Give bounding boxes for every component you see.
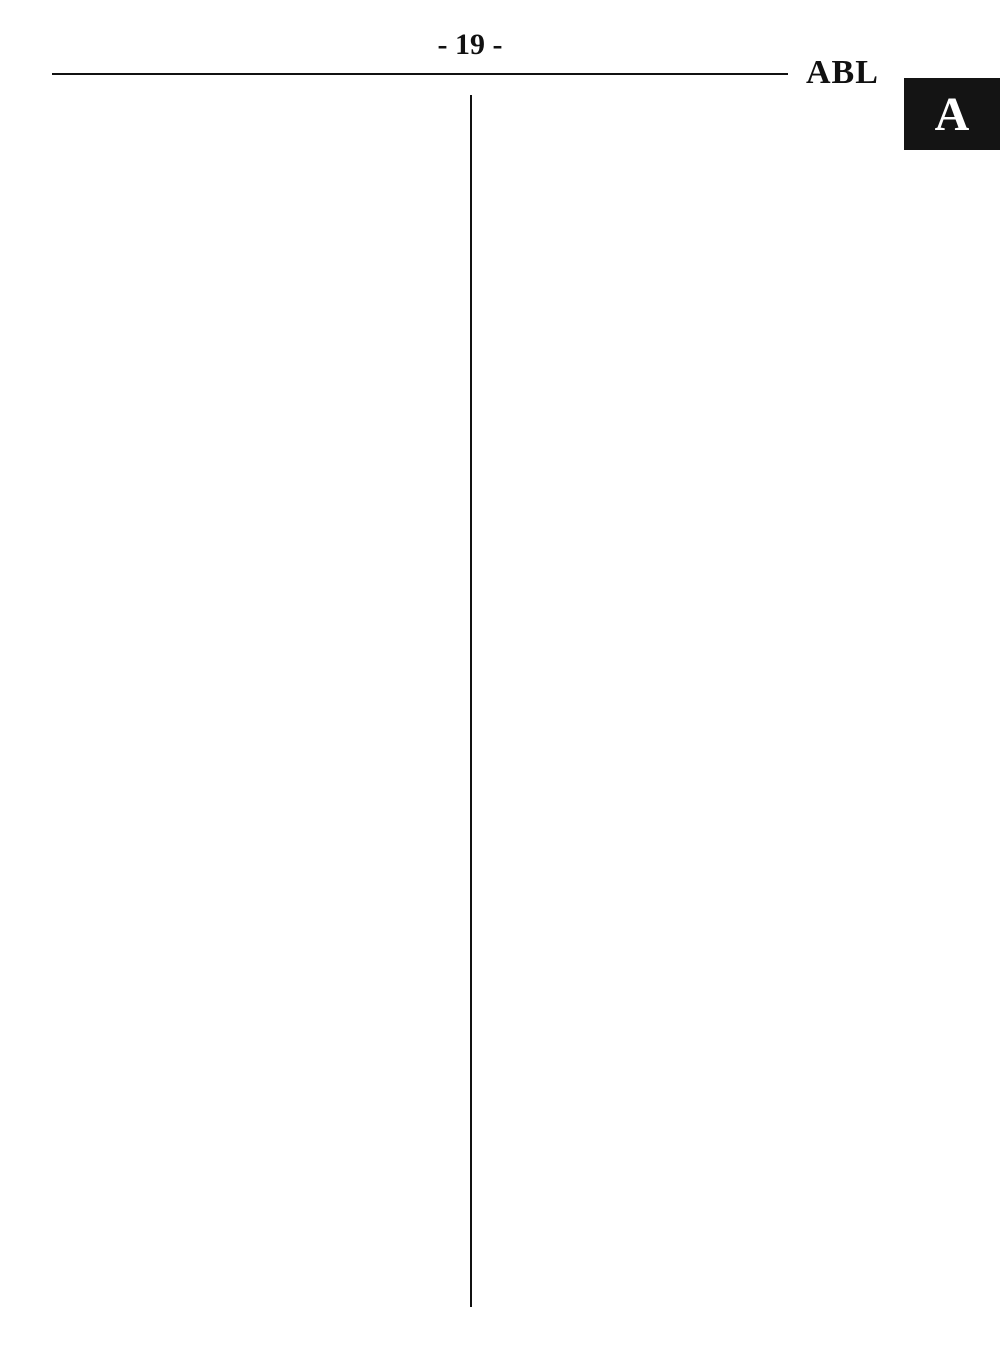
header-rule xyxy=(52,73,788,75)
right-column xyxy=(492,110,890,1307)
running-head: ABL xyxy=(806,54,879,91)
column-divider xyxy=(470,95,472,1307)
letter-tab: A xyxy=(904,78,1000,150)
left-column xyxy=(52,110,450,1307)
page-number: - 19 - xyxy=(437,28,503,61)
